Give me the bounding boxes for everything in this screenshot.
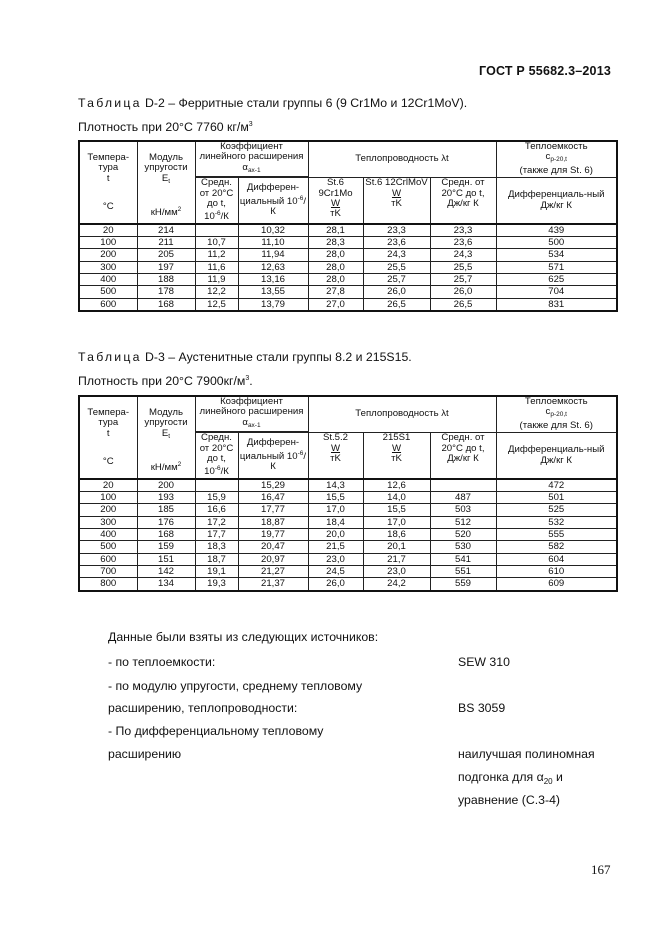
table-cell: 610 [496,565,617,577]
table-cell: 211 [137,237,195,249]
table-cell: 24,2 [363,578,430,591]
col-avg-label: Средн. от 20°С до t, [199,432,234,465]
source-diff-value-3: уравнение (С.3-4) [458,793,561,807]
col-cond2-header [363,178,430,224]
col-avg-exp: -6 [214,465,221,473]
table-cell: 17,2 [195,516,238,528]
col-heat-diff-label: Дифференциаль-ный [508,444,605,456]
col-coef-sub: ах-1 [247,166,261,174]
table2-caption-word: Таблица [78,350,142,364]
table-cell: 12,5 [195,298,238,311]
col-cond-avg-label: Средн. от 20°С до t, [441,177,485,199]
table-cell: 13,55 [238,286,308,298]
table-cell: 487 [430,492,496,504]
col-coef-header [195,396,308,432]
col-avg-unit [197,209,237,222]
source-diff-label-1: - По дифференциальному тепловому [108,724,324,738]
col-heat-header [496,141,617,178]
table-cell: 472 [496,479,617,492]
table-cell: 168 [137,529,195,541]
col-conductivity-header: Теплопроводность λt [308,141,496,178]
table-cell: 11,9 [195,274,238,286]
table1-caption-word: Таблица [78,96,142,110]
table-cell: 15,9 [195,492,238,504]
col-diff-end: /К [270,195,307,218]
col-heat-sym: c [545,151,551,163]
source-modulus-label-1: - по модулю упругости, среднему тепловому [108,679,363,693]
table-cell: 520 [430,529,496,541]
table-cell: 704 [496,286,617,298]
table-cell: 13,16 [238,274,308,286]
table-cell: 501 [496,492,617,504]
col-cond2-w: W [391,187,402,199]
table-cell: 11,10 [238,237,308,249]
table-cell: 23,3 [430,224,496,237]
col-mod-sym: E [161,427,169,439]
col-heat-note: (также для St. 6) [519,164,593,176]
table-cell: 21,27 [238,565,308,577]
table2-caption-text: D-3 – Аустенитные стали группы 8.2 и 215S15. [141,350,412,364]
col-mod-label: Модуль упругости [144,407,188,429]
col-mod-unit-exp: 2 [177,206,182,214]
table-cell: 18,3 [195,541,238,553]
table-cell: 176 [137,516,195,528]
table-cell: 23,3 [363,224,430,237]
table-cell: 28,0 [308,261,363,273]
table-cell: 10,7 [195,237,238,249]
table-cell: 800 [79,578,137,591]
table-cell: 142 [137,565,195,577]
table-cell: 23,0 [363,565,430,577]
table-cell: 28,3 [308,237,363,249]
table-cell: 10,32 [238,224,308,237]
col-mod-unit [139,460,194,473]
col-temp-symbol: t [106,172,110,184]
table-cell: 551 [430,565,496,577]
table-cell: 16,47 [238,492,308,504]
table-cell: 700 [79,565,137,577]
table-cell: 534 [496,249,617,261]
table-cell: 25,5 [363,261,430,273]
table1-caption-text: D-2 – Ферритные стали группы 6 (9 Cr1Mo и 12Cr1MoV). [141,96,468,110]
col-cond1-tk: тK [330,453,341,465]
col-mod-symbol [139,429,194,442]
col-mod-unit-text: кН/мм [150,462,178,474]
col-heat-diff-label: Дифференциаль-ный [508,189,605,201]
page-number: 167 [591,862,611,877]
col-modulus-header [137,396,195,479]
table-cell: 600 [79,553,137,565]
table-cell: 19,3 [195,578,238,591]
table-cell: 16,6 [195,504,238,516]
col-avg-unit-end: /К [220,211,229,223]
table-row [79,492,617,504]
table-cell: 20,1 [363,541,430,553]
table-cell: 525 [496,504,617,516]
col-heat-symbol [498,407,616,420]
table-cell: 25,5 [430,261,496,273]
col-cond2-tk: тK [391,198,402,210]
table-row [79,553,617,565]
table2-density-end: . [249,374,253,388]
table-cell: 582 [496,541,617,553]
col-mod-unit-text: кН/мм [150,207,178,219]
table-cell: 134 [137,578,195,591]
col-heat-header [496,396,617,433]
table-cell: 15,5 [363,504,430,516]
col-coef-label: Коэффициент линейного расширения α [199,141,304,173]
col-heat-label: Теплоемкость [524,141,588,152]
col-cond-avg-header [430,178,496,224]
table-cell: 14,0 [363,492,430,504]
table1-density-exp: 3 [248,120,253,128]
table-cell: 28,1 [308,224,363,237]
table-row [79,541,617,553]
col-cond2-tk: тK [391,453,402,465]
table-cell: 600 [79,298,137,311]
col-cond1-w: W [330,198,341,210]
table-cell: 604 [496,553,617,565]
col-avg-exp: -6 [214,210,221,218]
table-cell: 609 [496,578,617,591]
table-cell: 188 [137,274,195,286]
table-cell: 12,63 [238,261,308,273]
col-conductivity-header: Теплопроводность λt [308,396,496,433]
table-cell: 25,7 [363,274,430,286]
table-cell: 197 [137,261,195,273]
table-cell: 100 [79,492,137,504]
table-row [79,578,617,591]
table-cell: 28,0 [308,274,363,286]
table-row [79,516,617,528]
source-diff-value-1: наилучшая полиномная [458,747,595,761]
table-cell: 193 [137,492,195,504]
table-cell: 26,5 [430,298,496,311]
table-cell: 14,3 [308,479,363,492]
table-cell: 500 [496,237,617,249]
table-cell [430,479,496,492]
col-cond1-header [308,433,363,479]
table-cell: 17,0 [363,516,430,528]
source-diff-label-2: расширению [108,747,182,761]
table-cell: 200 [137,479,195,492]
table-cell: 20 [79,224,137,237]
col-cond1-label: St.6 9Cr1Mo [318,177,353,199]
col-cond2-label: St.6 12CrlMoV [365,177,428,189]
table-cell: 18,6 [363,529,430,541]
source-heat-label: - по теплоемкости: [108,655,216,669]
table-cell: 559 [430,578,496,591]
col-coef-label: Коэффициент линейного расширения α [199,396,304,428]
col-temp-symbol: t [106,427,110,439]
col-temp-unit: °C [102,456,114,468]
col-avg-unit [197,464,237,477]
table-cell: 26,0 [363,286,430,298]
table-cell: 26,0 [308,578,363,591]
table-cell: 15,29 [238,479,308,492]
col-coef-header [195,141,308,177]
table-cell: 19,77 [238,529,308,541]
table-cell: 100 [79,237,137,249]
col-modulus-header [137,141,195,224]
table-cell: 205 [137,249,195,261]
table-cell: 21,7 [363,553,430,565]
col-temp-label: Темпера-тура [87,407,130,429]
col-diff-end: /К [270,450,307,473]
table-cell [195,479,238,492]
col-cond1-header [308,178,363,224]
table-row [79,261,617,273]
table-cell: 178 [137,286,195,298]
table-cell: 185 [137,504,195,516]
table1-density-text: Плотность при 20°С 7760 кг/м [78,120,249,134]
table-row [79,224,617,237]
table-row [79,237,617,249]
col-cond-avg-unit: Дж/кг К [447,453,479,465]
col-heat-label: Теплоемкость [524,396,588,407]
table-row [79,504,617,516]
col-heat-diff-header [496,178,617,224]
table-cell: 23,6 [430,237,496,249]
table-cell: 555 [496,529,617,541]
table1-caption [78,96,467,110]
table-cell: 20,0 [308,529,363,541]
source-modulus-value: BS 3059 [458,701,506,715]
table-cell: 20 [79,479,137,492]
col-heat-sub: p-20,t [550,156,567,164]
table-cell: 831 [496,298,617,311]
table-row [79,298,617,311]
document-header: ГОСТ Р 55682.3–2013 [478,64,611,78]
table-cell: 27,8 [308,286,363,298]
table-cell: 25,7 [430,274,496,286]
col-temperature-header [79,141,137,224]
col-cond1-w: W [330,442,341,454]
col-avg-unit-end: /К [220,466,229,478]
table2-caption [78,350,412,364]
table-cell: 625 [496,274,617,286]
col-avg-unit-text: 10 [204,211,215,223]
table-row [79,274,617,286]
col-heat-sym: c [545,406,551,418]
source-diff-value-2-text: подгонка для α [458,770,544,784]
table-cell: 21,5 [308,541,363,553]
source-heat-value: SEW 310 [458,655,510,669]
table2-density [78,374,253,388]
col-avg-header [195,433,238,479]
source-diff-value-2 [458,770,563,786]
col-cond-avg-header [430,433,496,479]
table-cell: 27,0 [308,298,363,311]
table-cell: 11,94 [238,249,308,261]
col-cond1-label: St.5.2 [322,432,349,444]
table-cell: 168 [137,298,195,311]
col-temp-label: Темпера-тура [87,152,130,174]
table-cell: 214 [137,224,195,237]
col-mod-unit [139,205,194,218]
table-cell: 300 [79,261,137,273]
table-row [79,286,617,298]
col-cond-avg-unit: Дж/кг К [447,198,479,210]
table2-density-text: Плотность при 20°С 7900кг/м [78,374,246,388]
table-cell [195,224,238,237]
table-cell: 200 [79,504,137,516]
col-heat-unit: Дж/кг К [540,199,573,211]
col-mod-symbol [139,174,194,187]
col-temp-unit: °C [102,201,114,213]
table-cell: 11,2 [195,249,238,261]
table-cell: 439 [496,224,617,237]
table-row [79,249,617,261]
table1-density [78,120,253,134]
table-cell: 24,3 [430,249,496,261]
col-diff-exp: -6 [297,449,304,457]
table-cell: 18,7 [195,553,238,565]
col-diff-label: Дифферен-циальный 10 [239,182,300,207]
col-coef-sub: ах-1 [247,421,261,429]
table-cell: 26,0 [430,286,496,298]
col-mod-unit-exp: 2 [177,461,182,469]
table-cell: 26,5 [363,298,430,311]
table-cell: 159 [137,541,195,553]
table-cell: 21,37 [238,578,308,591]
table-cell: 11,6 [195,261,238,273]
table-cell: 23,6 [363,237,430,249]
source-diff-value-2-end: и [552,770,563,784]
table-cell: 20,97 [238,553,308,565]
table-cell: 400 [79,274,137,286]
table-cell: 17,0 [308,504,363,516]
col-cond2-w: W [391,442,402,454]
source-diff-value-2-sub: 20 [543,777,553,786]
col-avg-label: Средн. от 20°С до t, [199,177,234,210]
table-cell: 151 [137,553,195,565]
table-cell: 24,5 [308,565,363,577]
table-cell: 200 [79,249,137,261]
col-diff-exp: -6 [297,194,304,202]
table-cell: 15,5 [308,492,363,504]
table-row [79,565,617,577]
col-avg-header [195,178,238,224]
table-cell: 500 [79,541,137,553]
table-cell: 400 [79,529,137,541]
col-heat-sub: p-20,t [550,411,567,419]
table-cell: 18,87 [238,516,308,528]
col-diff-label: Дифферен-циальный 10 [239,437,300,462]
table-cell: 23,0 [308,553,363,565]
col-temperature-header [79,396,137,479]
col-heat-note: (также для St. 6) [519,419,593,431]
col-mod-sym: E [161,172,169,184]
table-cell: 19,1 [195,565,238,577]
col-cond1-tk: тK [330,208,341,220]
col-mod-sub: t [168,177,171,185]
col-heat-unit: Дж/кг К [540,454,573,466]
table-cell: 17,7 [195,529,238,541]
table-cell: 12,2 [195,286,238,298]
col-heat-diff-header [496,433,617,479]
col-cond-avg-label: Средн. от 20°С до t, [441,432,485,454]
col-cond2-label: 215S1 [382,432,411,444]
table-cell: 20,47 [238,541,308,553]
table-cell: 532 [496,516,617,528]
table-cell: 28,0 [308,249,363,261]
col-mod-label: Модуль упругости [144,152,188,174]
table-d2 [78,140,618,312]
table-cell: 512 [430,516,496,528]
table-cell: 18,4 [308,516,363,528]
col-avg-unit-text: 10 [204,466,215,478]
table-cell: 300 [79,516,137,528]
table-row [79,479,617,492]
table2-density-exp: 3 [245,374,250,382]
table-cell: 500 [79,286,137,298]
col-diff-header [238,178,308,224]
table-cell: 530 [430,541,496,553]
col-diff-header [238,433,308,479]
source-modulus-label-2: расширению, теплопроводности: [108,701,298,715]
table-cell: 541 [430,553,496,565]
table-cell: 503 [430,504,496,516]
table-row [79,529,617,541]
table-cell: 571 [496,261,617,273]
table-cell: 12,6 [363,479,430,492]
table-cell: 13,79 [238,298,308,311]
col-mod-sub: t [168,432,171,440]
col-heat-symbol [498,152,616,165]
col-cond2-header [363,433,430,479]
sources-intro: Данные были взяты из следующих источников: [108,630,379,644]
table-cell: 24,3 [363,249,430,261]
table-d3 [78,395,618,592]
table-cell: 17,77 [238,504,308,516]
